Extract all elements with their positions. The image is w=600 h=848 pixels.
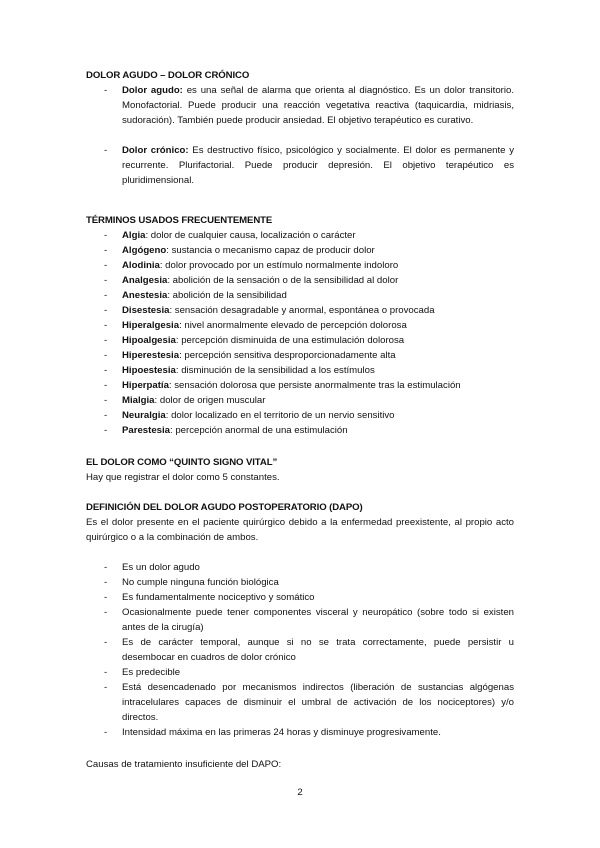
term-label: Algógeno (122, 245, 167, 256)
list-item (86, 393, 514, 408)
list-item (86, 228, 514, 243)
term-definition: : dolor localizado en el territorio de un nervio sensitivo (165, 410, 395, 421)
list-item: - Está desencadenado por mecanismos indirectos (liberación de sustancias algógenas intracelulares capaces de disminuir el umbral de activación de los nociceptores) y/o directos. (86, 680, 514, 725)
section-quinto-signo-vital (86, 455, 514, 485)
term-label: Hiperpatía (122, 380, 169, 391)
list-item (86, 378, 514, 393)
section-title: EL DOLOR COMO “QUINTO SIGNO VITAL” (86, 457, 278, 468)
term-label: Analgesia (122, 275, 168, 286)
term-label: Algia (122, 230, 146, 241)
term-label: Hiperestesia (122, 350, 180, 361)
terms-list (86, 228, 514, 438)
term-label: Dolor agudo: (122, 85, 183, 96)
term-label: Dolor crónico: (122, 145, 189, 156)
list-item (86, 273, 514, 288)
term-definition: : sensación desagradable y anormal, espontánea o provocada (169, 305, 435, 316)
term-definition: : percepción sensitiva desproporcionadamente alta (179, 350, 396, 361)
list-item (86, 333, 514, 348)
list-item (86, 363, 514, 378)
list-item (86, 143, 514, 188)
list-item: - Es un dolor agudo (86, 560, 514, 575)
section-text: Hay que registrar el dolor como 5 constantes. (86, 472, 280, 483)
page-number: 2 (297, 787, 303, 798)
dapo-characteristics-list (86, 560, 514, 740)
section-terminos (86, 213, 514, 438)
term-label: Hiperalgesia (122, 320, 180, 331)
list-item: - Es predecible (86, 665, 514, 680)
list-item: - Ocasionalmente puede tener componentes visceral y neuropático (sobre todo si existen antes de la cirugía) (86, 605, 514, 635)
list-item (86, 258, 514, 273)
section-causas (86, 757, 514, 772)
list-item: - Intensidad máxima en las primeras 24 horas y disminuye progresivamente. (86, 725, 514, 740)
term-definition: : dolor de origen muscular (154, 395, 266, 406)
list-item: - Es de carácter temporal, aunque si no se trata correctamente, puede persistir u desembocar en cuadros de dolor crónico (86, 635, 514, 665)
list-item: - No cumple ninguna función biológica (86, 575, 514, 590)
term-definition: : sustancia o mecanismo capaz de producir dolor (166, 245, 375, 256)
term-label: Alodinia (122, 260, 160, 271)
term-definition: es una señal de alarma que orienta al diagnóstico. Es un dolor transitorio. Monofactorial. Puede producir una reacción vegetativa reactiva (taquicardia, midriasis, sudoración). También puede producir ansiedad. El objetivo terapéutico es curativo. (122, 85, 515, 126)
term-definition: : dolor provocado por un estímulo normalmente indoloro (159, 260, 399, 271)
term-definition: : percepción anormal de una estimulación (170, 425, 348, 436)
list-item (86, 303, 514, 318)
term-definition: : dolor de cualquier causa, localización o carácter (145, 230, 356, 241)
list-item (86, 408, 514, 423)
term-label: Hipoalgesia (122, 335, 176, 346)
section-intro: Es el dolor presente en el paciente quirúrgico debido a la enfermedad preexistente, al propio acto quirúrgico o a la combinación de ambos. (86, 517, 514, 543)
term-definition: : nivel anormalmente elevado de percepción dolorosa (179, 320, 407, 331)
term-label: Mialgia (122, 395, 155, 406)
term-label: Parestesia (122, 425, 171, 436)
term-definition: : sensación dolorosa que persiste anormalmente tras la estimulación (168, 380, 461, 391)
list-item: - Es fundamentalmente nociceptivo y somático (86, 590, 514, 605)
term-label: Disestesia (122, 305, 170, 316)
section-title: TÉRMINOS USADOS FRECUENTEMENTE (86, 215, 273, 226)
section-title: DEFINICIÓN DEL DOLOR AGUDO POSTOPERATORIO (DAPO) (86, 502, 363, 513)
term-definition: : abolición de la sensación o de la sensibilidad al dolor (167, 275, 399, 286)
term-definition: : percepción disminuida de una estimulación dolorosa (175, 335, 405, 346)
term-label: Neuralgia (122, 410, 166, 421)
list-item (86, 348, 514, 363)
section-title: Causas de tratamiento insuficiente del DAPO: (86, 759, 282, 770)
list-item (86, 243, 514, 258)
term-definition: : disminución de la sensibilidad a los estímulos (175, 365, 375, 376)
list-item (86, 288, 514, 303)
list-item (86, 423, 514, 438)
term-label: Hipoestesia (122, 365, 176, 376)
list-item (86, 83, 514, 128)
term-label: Anestesia (122, 290, 168, 301)
term-definition: Es destructivo físico, psicológico y socialmente. El dolor es permanente y recurrente. Plurifactorial. Puede producir depresión. El objetivo terapéutico es pluridimensional. (122, 145, 514, 186)
definition-list (86, 83, 514, 188)
section-dapo (86, 500, 514, 740)
section-title: DOLOR AGUDO – DOLOR CRÓNICO (86, 70, 250, 81)
term-definition: : abolición de la sensibilidad (167, 290, 287, 301)
section-dolor-agudo-cronico (86, 68, 514, 188)
list-item (86, 318, 514, 333)
